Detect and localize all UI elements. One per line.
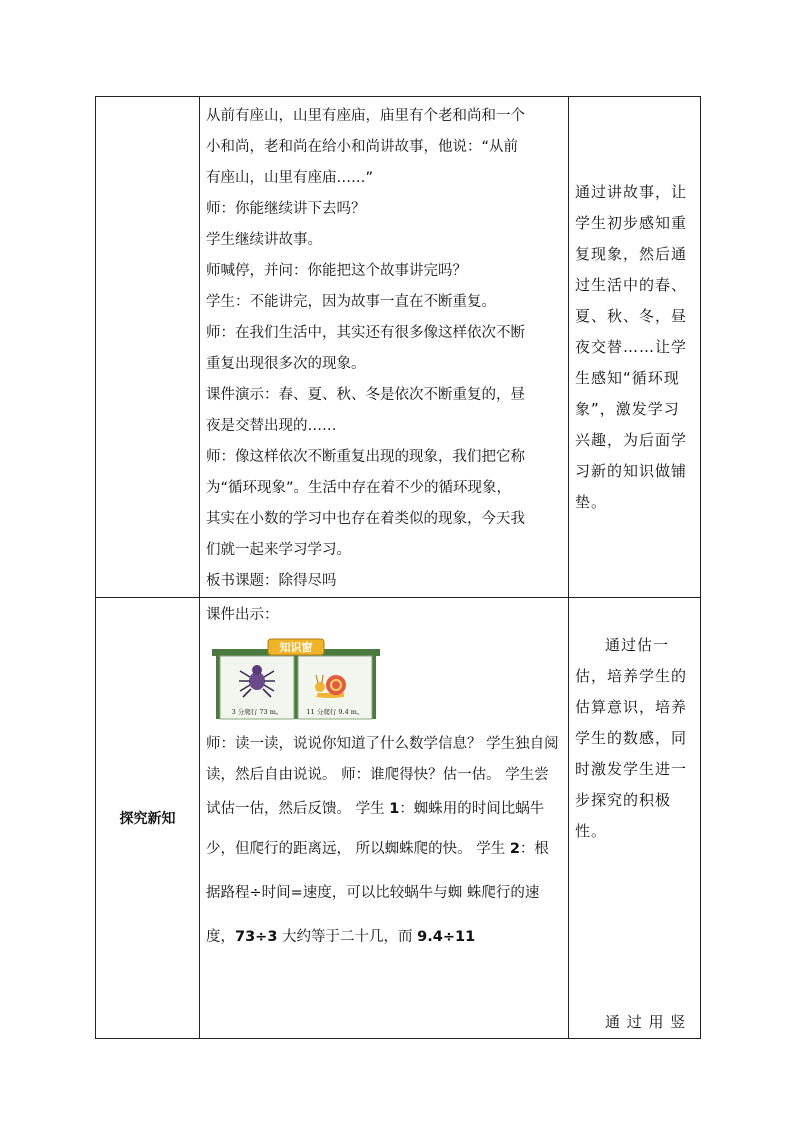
text-line: 其实在小数的学习中也存在着类似的现象，今天我 (206, 511, 525, 527)
text-line: 学生继续讲故事。 (206, 232, 322, 248)
text-line: 学生尝试估一估，然后反馈。 (206, 767, 549, 817)
label: 学生 (476, 841, 510, 857)
snail-caption: 11 分爬行 9.4 m。 (306, 708, 364, 716)
text-line: 为“循环现象”。生活中存在着不少的循环现象， (206, 480, 512, 496)
spider-caption: 3 分爬行 73 m。 (231, 708, 283, 716)
text-line: 师喊停，并问：你能把这个故事讲完吗？ (206, 263, 467, 279)
text-line: 师：读一读，说说你知道了什么数学信息？ (206, 736, 482, 752)
number: 2 (509, 841, 520, 857)
text-line: 课件演示：春、夏、秋、冬是依次不断重复的，昼 (206, 387, 525, 403)
banner-text: 知识窗 (279, 641, 313, 654)
text-line: 板书课题：除得尽吗 (206, 573, 337, 589)
calc: 73÷3 (235, 929, 278, 945)
calc: 9.4÷11 (417, 929, 476, 945)
table-row (96, 97, 701, 598)
text-line: 师：像这样依次不断重复出现的现象，我们把它称 (206, 449, 525, 465)
text-line: 重复出现很多次的现象。 (206, 356, 366, 372)
table-row (96, 598, 701, 1039)
text-line: 夜是交替出现的…… (206, 418, 337, 434)
process-cell (200, 97, 569, 598)
text-line: 课件出示： (206, 607, 279, 623)
label: 学生 (355, 801, 390, 817)
number: 1 (389, 801, 400, 817)
intent-text: 通过估一估，培养学生的估算意识，培养学生的数感，同时激发学生进一步探究的积极性。 (575, 636, 688, 840)
text: 大约等于二十几，而 (277, 929, 418, 945)
intent-cell (569, 97, 701, 598)
stage-cell: 探究新知 (96, 598, 200, 1039)
text-line: 师：在我们生活中，其实还有很多像这样依次不断 (206, 325, 525, 341)
text: 蛛爬行的速度， (206, 885, 540, 945)
text-line: 学生：不能讲完，因为故事一直在不断重复。 (206, 294, 496, 310)
text-line: 小和尚，老和尚在给小和尚讲故事，他说：“从前 (206, 139, 519, 155)
text-line: 所以蜘蛛爬的快。 (355, 841, 472, 857)
text-line: 师：你能继续讲下去吗？ (206, 201, 366, 217)
lesson-table (95, 96, 701, 1039)
intent-text-continued: 通 过 用 竖 (605, 1013, 687, 1031)
text: ：蜘蛛用的时间比蜗牛少，但爬行的距离远， (206, 801, 545, 857)
intent-text: 通过讲故事，让学生初步感知重复现象，然后通过生活中的春、夏、秋、冬，昼夜交替……让学生感知“循环现象”，激发学习兴趣，为后面学习新的知识做铺垫。 (575, 182, 688, 511)
text-line: 们就一起来学习学习。 (206, 542, 351, 558)
process-cell (200, 598, 569, 1039)
text-line: 师：谁爬得快？估一估。 (341, 767, 501, 783)
intent-cell (569, 598, 701, 1039)
stage-cell (96, 97, 200, 598)
text: ：根据路程÷时间=速度，可以比较蜗牛与蜘 (206, 841, 549, 901)
text-line: 从前有座山，山里有座庙，庙里有个老和尚和一个 (206, 108, 525, 124)
text-line: 有座山，山里有座庙……” (206, 170, 374, 186)
text-line: 学生独自阅读，然后自由说说。 (206, 736, 559, 783)
knowledge-window-figure (212, 635, 380, 721)
